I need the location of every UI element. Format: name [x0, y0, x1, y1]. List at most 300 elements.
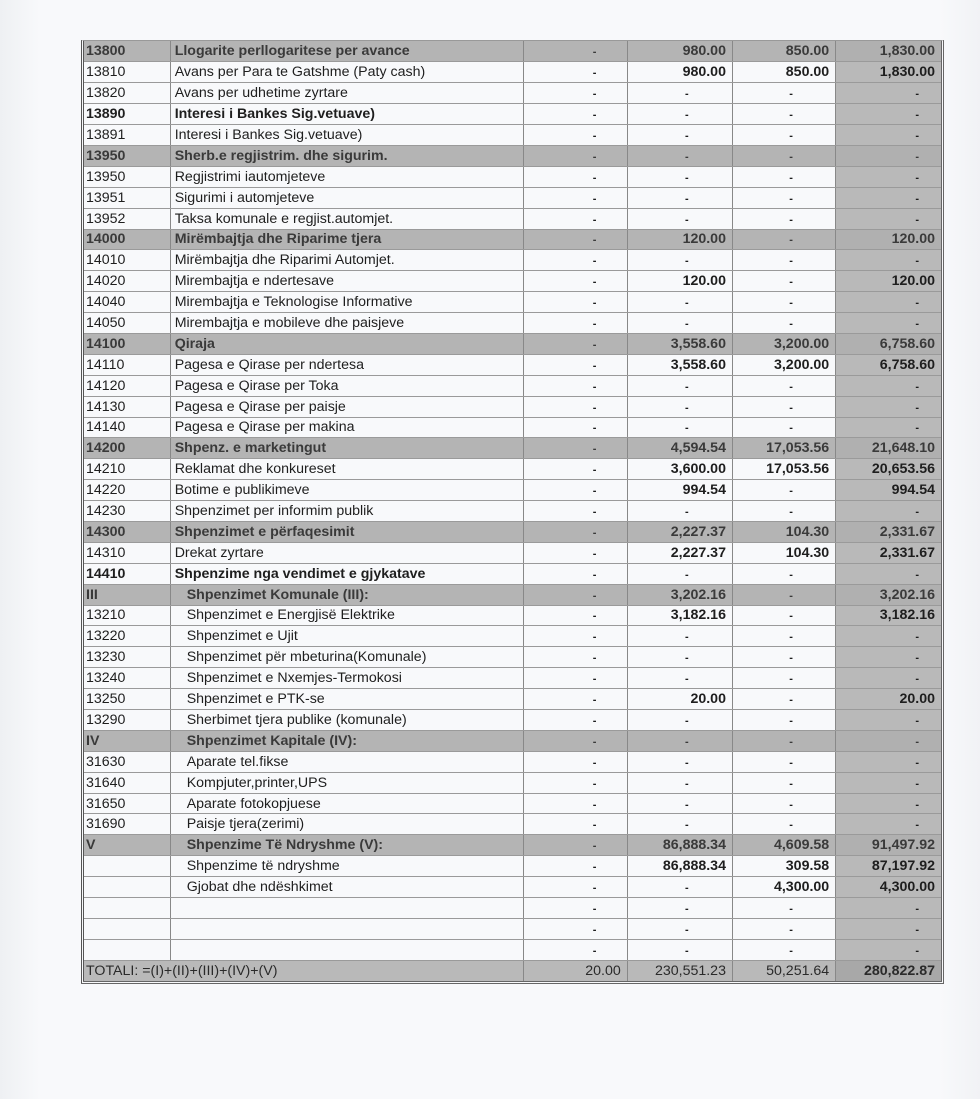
amount-cell-c2: 120.00: [627, 271, 732, 292]
empty-dash: -: [915, 171, 919, 184]
account-code-cell: 31690: [84, 814, 170, 835]
amount-cell-c1: [523, 145, 627, 166]
description-cell: Mirëmbajtja dhe Riparimi Automjet.: [170, 250, 523, 271]
table-row: [84, 125, 941, 146]
empty-dash: -: [592, 840, 597, 853]
total-amount-c1: 20.00: [523, 960, 627, 981]
empty-dash: -: [592, 610, 597, 623]
empty-dash: -: [685, 631, 689, 644]
empty-dash: -: [789, 589, 793, 602]
amount-cell-c3: [732, 271, 835, 292]
amount-cell-c4: 6,758.60: [836, 333, 941, 354]
empty-dash: -: [685, 506, 689, 519]
amount-cell-c4: [836, 751, 941, 772]
table-row: [84, 689, 941, 710]
amount-cell-c3: 4,300.00: [732, 877, 835, 898]
description-cell: Aparate fotokopjuese: [170, 793, 523, 814]
amount-cell-c4: 1,830.00: [836, 41, 941, 62]
amount-cell-c1: [523, 856, 627, 877]
amount-cell-c1: [523, 271, 627, 292]
amount-cell-c4: [836, 647, 941, 668]
amount-cell-c2: [627, 313, 732, 334]
description-cell: Shpenz. e marketingut: [170, 438, 523, 459]
empty-dash: -: [685, 568, 689, 581]
account-code-cell: 14110: [84, 354, 170, 375]
amount-cell-c1: [523, 501, 627, 522]
description-cell: Shpenzime të ndryshme: [170, 856, 523, 877]
amount-cell-c4: 21,648.10: [836, 438, 941, 459]
empty-dash: -: [789, 213, 793, 226]
empty-dash: -: [789, 130, 793, 142]
amount-cell-c3: 104.30: [732, 542, 835, 563]
amount-cell-c2: [627, 647, 732, 668]
table-row: [84, 751, 941, 772]
amount-cell-c3: [732, 647, 835, 668]
amount-cell-c2: [627, 793, 732, 814]
empty-dash: -: [789, 631, 793, 644]
account-code-cell: 14020: [84, 271, 170, 292]
amount-cell-c2: [627, 250, 732, 271]
account-code-cell: 13820: [84, 83, 170, 104]
empty-dash: -: [915, 568, 919, 581]
account-code-cell: 14130: [84, 396, 170, 417]
empty-dash: -: [592, 756, 597, 769]
amount-cell-c1: [523, 125, 627, 146]
empty-dash: -: [592, 882, 597, 895]
table-group-row: [84, 145, 941, 166]
amount-cell-c1: [523, 689, 627, 710]
amount-cell-c3: [732, 584, 835, 605]
amount-cell-c2: 994.54: [627, 480, 732, 501]
empty-dash: -: [685, 422, 689, 435]
empty-dash: -: [592, 234, 597, 247]
empty-dash: -: [685, 255, 689, 268]
account-code-cell: 14000: [84, 229, 170, 250]
amount-cell-c3: [732, 104, 835, 125]
empty-dash: -: [789, 923, 793, 936]
amount-cell-c4: 120.00: [836, 229, 941, 250]
account-code-cell: 14010: [84, 250, 170, 271]
empty-dash: -: [592, 130, 597, 142]
empty-dash: -: [789, 568, 793, 581]
account-code-cell: 14210: [84, 459, 170, 480]
expense-table-sheet: [81, 40, 944, 984]
description-cell: Pagesa e Qirase per makina: [170, 417, 523, 438]
amount-cell-c4: [836, 814, 941, 835]
amount-cell-c2: [627, 417, 732, 438]
description-cell: Gjobat dhe ndëshkimet: [170, 877, 523, 898]
empty-dash: -: [592, 150, 597, 163]
empty-dash: -: [789, 255, 793, 268]
description-cell: [170, 939, 523, 960]
empty-dash: -: [915, 944, 919, 957]
amount-cell-c3: [732, 229, 835, 250]
table-group-row: [84, 835, 941, 856]
empty-dash: -: [789, 422, 793, 435]
empty-dash: -: [789, 297, 793, 310]
table-group-row: [84, 521, 941, 542]
amount-cell-c4: 994.54: [836, 480, 941, 501]
account-code-cell: [84, 856, 170, 877]
account-code-cell: 31640: [84, 772, 170, 793]
amount-cell-c4: [836, 417, 941, 438]
empty-dash: -: [789, 88, 793, 101]
empty-dash: -: [685, 318, 689, 331]
expense-table-body: [84, 41, 941, 981]
empty-dash: -: [685, 798, 689, 811]
description-cell: Shpenzimet Kapitale (IV):: [170, 730, 523, 751]
amount-cell-c1: [523, 918, 627, 939]
empty-dash: -: [685, 401, 689, 414]
amount-cell-c1: [523, 668, 627, 689]
amount-cell-c4: [836, 501, 941, 522]
empty-dash: -: [592, 902, 597, 915]
account-code-cell: 31650: [84, 793, 170, 814]
amount-cell-c1: [523, 877, 627, 898]
table-row: [84, 772, 941, 793]
amount-cell-c1: [523, 313, 627, 334]
empty-dash: -: [685, 130, 689, 142]
amount-cell-c4: [836, 145, 941, 166]
amount-cell-c3: 3,200.00: [732, 333, 835, 354]
account-code-cell: 14120: [84, 375, 170, 396]
empty-dash: -: [592, 631, 597, 644]
amount-cell-c2: [627, 83, 732, 104]
amount-cell-c3: [732, 501, 835, 522]
amount-cell-c1: [523, 521, 627, 542]
amount-cell-c1: [523, 605, 627, 626]
account-code-cell: 13950: [84, 166, 170, 187]
amount-cell-c1: [523, 835, 627, 856]
account-code-cell: 13230: [84, 647, 170, 668]
expense-table: [84, 41, 941, 981]
amount-cell-c2: [627, 751, 732, 772]
account-code-cell: 14230: [84, 501, 170, 522]
amount-cell-c4: [836, 83, 941, 104]
empty-dash: -: [789, 318, 793, 331]
description-cell: Reklamat dhe konkureset: [170, 459, 523, 480]
empty-dash: -: [685, 714, 689, 727]
empty-dash: -: [915, 714, 919, 727]
description-cell: [170, 898, 523, 919]
amount-cell-c1: [523, 730, 627, 751]
amount-cell-c2: 980.00: [627, 62, 732, 83]
amount-cell-c2: [627, 918, 732, 939]
amount-cell-c4: [836, 104, 941, 125]
empty-dash: -: [789, 902, 793, 915]
amount-cell-c3: [732, 208, 835, 229]
amount-cell-c4: [836, 292, 941, 313]
amount-cell-c3: [732, 83, 835, 104]
table-row: [84, 856, 941, 877]
amount-cell-c4: [836, 730, 941, 751]
empty-dash: -: [915, 798, 919, 811]
amount-cell-c4: [836, 208, 941, 229]
amount-cell-c1: [523, 104, 627, 125]
amount-cell-c2: 86,888.34: [627, 835, 732, 856]
total-label: TOTALI: =(I)+(II)+(III)+(IV)+(V): [84, 960, 523, 981]
empty-dash: -: [592, 506, 597, 519]
amount-cell-c2: [627, 563, 732, 584]
amount-cell-c1: [523, 542, 627, 563]
amount-cell-c4: [836, 710, 941, 731]
empty-dash: -: [592, 338, 597, 351]
amount-cell-c1: [523, 354, 627, 375]
description-cell: Mirembajtja e mobileve dhe paisjeve: [170, 313, 523, 334]
empty-dash: -: [592, 443, 597, 456]
amount-cell-c3: 4,609.58: [732, 835, 835, 856]
account-code-cell: 31630: [84, 751, 170, 772]
empty-dash: -: [685, 777, 689, 790]
table-row: [84, 396, 941, 417]
empty-dash: -: [592, 568, 597, 581]
empty-dash: -: [789, 673, 793, 686]
amount-cell-c3: [732, 250, 835, 271]
amount-cell-c4: [836, 939, 941, 960]
description-cell: Shpenzimet e PTK-se: [170, 689, 523, 710]
empty-dash: -: [915, 297, 919, 310]
total-row: [84, 960, 941, 981]
empty-dash: -: [685, 673, 689, 686]
empty-dash: -: [592, 192, 597, 205]
amount-cell-c3: [732, 125, 835, 146]
table-group-row: [84, 730, 941, 751]
empty-dash: -: [592, 485, 597, 498]
amount-cell-c1: [523, 626, 627, 647]
description-cell: Shpenzimet e Energjisë Elektrike: [170, 605, 523, 626]
table-row: [84, 668, 941, 689]
empty-dash: -: [789, 506, 793, 519]
amount-cell-c3: 3,200.00: [732, 354, 835, 375]
table-row: [84, 605, 941, 626]
empty-dash: -: [789, 610, 793, 623]
amount-cell-c1: [523, 292, 627, 313]
amount-cell-c1: [523, 250, 627, 271]
empty-dash: -: [685, 213, 689, 226]
amount-cell-c3: [732, 939, 835, 960]
amount-cell-c2: [627, 898, 732, 919]
amount-cell-c1: [523, 41, 627, 62]
amount-cell-c4: [836, 626, 941, 647]
empty-dash: -: [592, 401, 597, 414]
amount-cell-c2: [627, 166, 732, 187]
empty-dash: -: [789, 276, 793, 289]
empty-dash: -: [915, 673, 919, 686]
table-row: [84, 710, 941, 731]
table-row: [84, 877, 941, 898]
empty-dash: -: [915, 735, 919, 748]
description-cell: Kompjuter,printer,UPS: [170, 772, 523, 793]
description-cell: Mirembajtja e ndertesave: [170, 271, 523, 292]
empty-dash: -: [915, 923, 919, 936]
account-code-cell: V: [84, 835, 170, 856]
description-cell: Llogarite perllogaritese per avance: [170, 41, 523, 62]
account-code-cell: [84, 877, 170, 898]
empty-dash: -: [915, 631, 919, 644]
account-code-cell: [84, 939, 170, 960]
amount-cell-c1: [523, 417, 627, 438]
amount-cell-c2: 2,227.37: [627, 542, 732, 563]
description-cell: Sherb.e regjistrim. dhe sigurim.: [170, 145, 523, 166]
amount-cell-c4: [836, 898, 941, 919]
table-row: [84, 626, 941, 647]
amount-cell-c2: [627, 710, 732, 731]
description-cell: Qiraja: [170, 333, 523, 354]
amount-cell-c4: 20.00: [836, 689, 941, 710]
amount-cell-c1: [523, 166, 627, 187]
empty-dash: -: [592, 589, 597, 602]
account-code-cell: 13290: [84, 710, 170, 731]
description-cell: Botime e publikimeve: [170, 480, 523, 501]
empty-dash: -: [592, 923, 597, 936]
amount-cell-c3: [732, 918, 835, 939]
amount-cell-c2: 3,182.16: [627, 605, 732, 626]
amount-cell-c3: [732, 668, 835, 689]
description-cell: Interesi i Bankes Sig.vetuave): [170, 125, 523, 146]
amount-cell-c1: [523, 814, 627, 835]
amount-cell-c1: [523, 898, 627, 919]
amount-cell-c3: 850.00: [732, 41, 835, 62]
empty-dash: -: [915, 318, 919, 331]
empty-dash: -: [685, 756, 689, 769]
empty-dash: -: [685, 150, 689, 163]
amount-cell-c3: 309.58: [732, 856, 835, 877]
amount-cell-c3: [732, 605, 835, 626]
amount-cell-c2: [627, 814, 732, 835]
empty-dash: -: [685, 171, 689, 184]
table-group-row: [84, 41, 941, 62]
amount-cell-c1: [523, 396, 627, 417]
table-row: [84, 898, 941, 919]
amount-cell-c4: 2,331.67: [836, 521, 941, 542]
amount-cell-c2: [627, 668, 732, 689]
total-amount-c2: 230,551.23: [627, 960, 732, 981]
description-cell: Aparate tel.fikse: [170, 751, 523, 772]
table-row: [84, 166, 941, 187]
empty-dash: -: [592, 798, 597, 811]
empty-dash: -: [592, 171, 597, 184]
amount-cell-c4: [836, 313, 941, 334]
account-code-cell: 13220: [84, 626, 170, 647]
empty-dash: -: [592, 359, 597, 372]
description-cell: Shpenzimet e Ujit: [170, 626, 523, 647]
amount-cell-c4: 91,497.92: [836, 835, 941, 856]
amount-cell-c2: [627, 187, 732, 208]
empty-dash: -: [592, 694, 597, 707]
amount-cell-c1: [523, 584, 627, 605]
description-cell: Shpenzimet për mbeturina(Komunale): [170, 647, 523, 668]
amount-cell-c2: [627, 292, 732, 313]
amount-cell-c2: 2,227.37: [627, 521, 732, 542]
empty-dash: -: [685, 88, 689, 101]
account-code-cell: 14040: [84, 292, 170, 313]
empty-dash: -: [789, 735, 793, 748]
amount-cell-c1: [523, 62, 627, 83]
amount-cell-c1: [523, 751, 627, 772]
amount-cell-c1: [523, 793, 627, 814]
description-cell: Avans per udhetime zyrtare: [170, 83, 523, 104]
description-cell: Shpenzimet e përfaqesimit: [170, 521, 523, 542]
amount-cell-c3: [732, 375, 835, 396]
amount-cell-c4: 2,331.67: [836, 542, 941, 563]
amount-cell-c4: 6,758.60: [836, 354, 941, 375]
amount-cell-c4: 1,830.00: [836, 62, 941, 83]
account-code-cell: [84, 898, 170, 919]
amount-cell-c1: [523, 647, 627, 668]
empty-dash: -: [592, 652, 597, 665]
amount-cell-c1: [523, 229, 627, 250]
empty-dash: -: [685, 297, 689, 310]
amount-cell-c2: [627, 877, 732, 898]
table-row: [84, 83, 941, 104]
empty-dash: -: [592, 861, 597, 874]
description-cell: Pagesa e Qirase per ndertesa: [170, 354, 523, 375]
empty-dash: -: [789, 192, 793, 205]
amount-cell-c2: [627, 208, 732, 229]
account-code-cell: 14410: [84, 563, 170, 584]
amount-cell-c2: [627, 145, 732, 166]
empty-dash: -: [685, 882, 689, 895]
empty-dash: -: [592, 714, 597, 727]
account-code-cell: 14310: [84, 542, 170, 563]
account-code-cell: 13250: [84, 689, 170, 710]
amount-cell-c2: [627, 104, 732, 125]
table-row: [84, 814, 941, 835]
empty-dash: -: [592, 276, 597, 289]
empty-dash: -: [789, 171, 793, 184]
empty-dash: -: [915, 819, 919, 832]
description-cell: Shpenzimet e Nxemjes-Termokosi: [170, 668, 523, 689]
empty-dash: -: [789, 777, 793, 790]
amount-cell-c2: 3,558.60: [627, 333, 732, 354]
amount-cell-c3: 104.30: [732, 521, 835, 542]
account-code-cell: 13950: [84, 145, 170, 166]
table-row: [84, 542, 941, 563]
empty-dash: -: [592, 318, 597, 331]
table-row: [84, 417, 941, 438]
empty-dash: -: [685, 735, 689, 748]
amount-cell-c3: [732, 187, 835, 208]
amount-cell-c1: [523, 375, 627, 396]
amount-cell-c4: 3,202.16: [836, 584, 941, 605]
amount-cell-c3: [732, 689, 835, 710]
amount-cell-c1: [523, 333, 627, 354]
amount-cell-c4: 20,653.56: [836, 459, 941, 480]
amount-cell-c4: [836, 166, 941, 187]
empty-dash: -: [789, 380, 793, 393]
table-row: [84, 187, 941, 208]
amount-cell-c4: [836, 250, 941, 271]
empty-dash: -: [915, 401, 919, 414]
empty-dash: -: [915, 777, 919, 790]
empty-dash: -: [685, 109, 689, 122]
empty-dash: -: [789, 109, 793, 122]
account-code-cell: 13210: [84, 605, 170, 626]
amount-cell-c1: [523, 459, 627, 480]
table-row: [84, 104, 941, 125]
empty-dash: -: [915, 506, 919, 519]
description-cell: Shpenzime nga vendimet e gjykatave: [170, 563, 523, 584]
empty-dash: -: [685, 944, 689, 957]
amount-cell-c2: 120.00: [627, 229, 732, 250]
amount-cell-c1: [523, 563, 627, 584]
amount-cell-c1: [523, 480, 627, 501]
table-row: [84, 918, 941, 939]
amount-cell-c1: [523, 187, 627, 208]
empty-dash: -: [592, 547, 597, 560]
account-code-cell: 13951: [84, 187, 170, 208]
amount-cell-c3: [732, 814, 835, 835]
